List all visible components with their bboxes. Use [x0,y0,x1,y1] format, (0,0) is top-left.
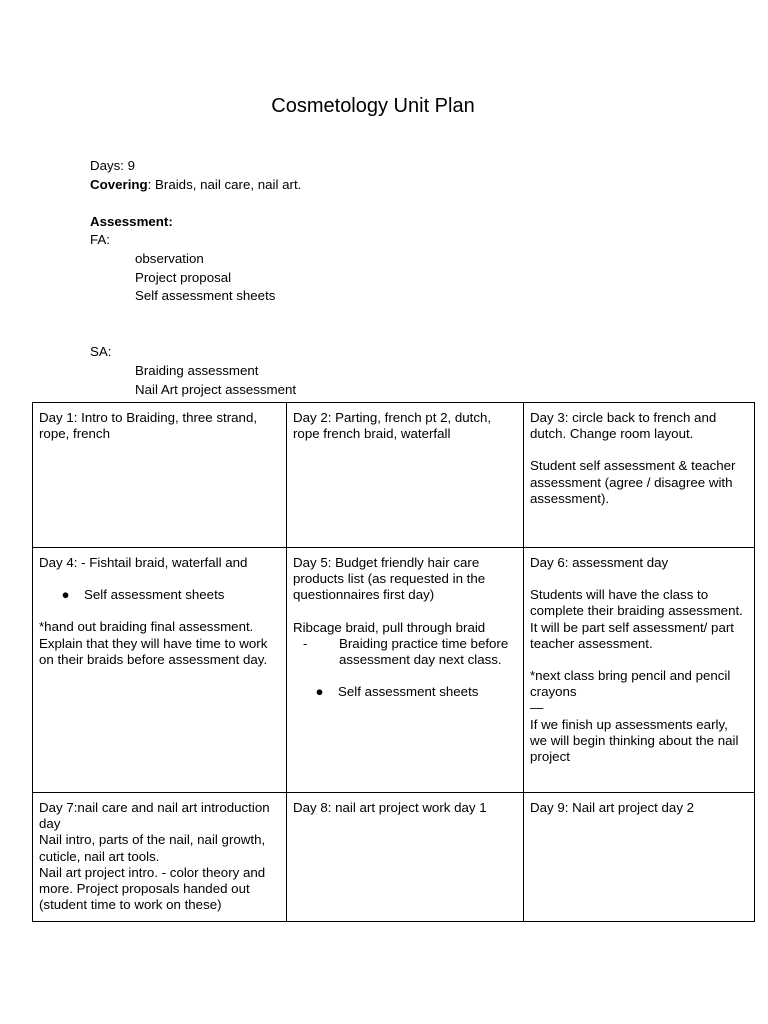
table-row [33,793,755,922]
table-row [33,403,755,548]
day-1-cell: Day 1: Intro to Braiding, three strand, rope, french [33,403,287,548]
fa-item: observation [135,250,204,266]
day-9-cell: Day 9: Nail art project day 2 [524,793,755,922]
covering-label: Covering [90,176,148,192]
list-item: - Braiding practice time before assessment day next class. [303,635,509,668]
unit-summary [90,157,650,399]
list-item: ● Self assessment sheets [301,684,517,700]
table-row [33,548,755,793]
days-line: Days: 9 [90,158,136,173]
day-7-cell: Day 7:nail care and nail art introduction day Nail intro, parts of the nail, nail growth, cuticle, nail art tools. Nail art project intro. - color theory and more. Project proposals handed out (student time to work on these) [33,793,287,922]
fa-item: Project proposal [135,269,232,285]
sa-item: Braiding assessment [135,362,259,378]
bullet-icon: ● [315,684,324,700]
day-4-cell: Day 4: - Fishtail braid, waterfall and ● Self assessment sheets *hand out braiding final assessment. Explain that they will have time to work on their braids before assessment day. [33,548,287,793]
list-item: ● Self assessment sheets [47,587,280,603]
sa-label: SA: [90,344,112,360]
day-2-cell: Day 2: Parting, french pt 2, dutch, rope french braid, waterfall [287,403,524,548]
day-5-cell: Day 5: Budget friendly hair care products list (as requested in the questionnaires first day) Ribcage braid, pull through braid - Braiding practice time before assessment day next class. ● Self assessment sheets [287,548,524,793]
dash-icon: - [303,635,308,651]
covering-line [90,176,650,195]
bullet-icon: ● [61,587,70,603]
fa-label: FA: [90,232,110,248]
fa-item: Self assessment sheets [135,288,276,304]
assessment-heading: Assessment: [90,213,173,229]
covering-text: : Braids, nail care, nail art. [147,176,302,192]
day-3-cell: Day 3: circle back to french and dutch. Change room layout. Student self assessment & teacher assessment (agree / disagree with assessment). [524,403,755,548]
unit-plan-table [32,402,755,922]
document-title: Cosmetology Unit Plan [271,95,475,117]
day-8-cell: Day 8: nail art project work day 1 [287,793,524,922]
sa-item: Nail Art project assessment [135,381,297,397]
day-6-cell: Day 6: assessment day Students will have the class to complete their braiding assessment. It will be part self assessment/ part teacher assessment. *next class bring pencil and pencil crayons — If we finish up assessments early, we will begin thinking about the nail project [524,548,755,793]
